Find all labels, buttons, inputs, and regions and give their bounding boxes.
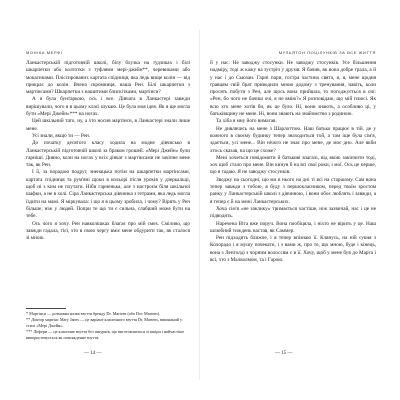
footnote: * Мартінси — розмовна назва взуття бренду Dr. Martens (або Doc Martens). <box>26 311 161 316</box>
footnote: *** Лофери — це класичне взуття без шнурків, що виготовляється зі шкіри і найчастіше використовується як повсякденне взуття. <box>26 329 185 340</box>
footnote-divider <box>26 308 66 309</box>
left-paragraph: Усі знали, якщо ти — Рен. <box>32 132 91 139</box>
right-paragraph: й у нас. Не заводжу стосунки. Не заводжу стосунків. Усе більшення надміру, тоді ж кажу на зустріч у друзів. Я бачив, як вона добре грала, а й у нас і до Сьюзан. Гарні пари, гостра частина свята, я, я, мене щодня гравцям свій брат приводили мною додому з тренування, навіть, коли просять побути з Рен, але щось вона прийшла, то погоджується в очі: «Рен, бо чого не бачиш очі, я не вмію?» Я розповідаю, що мій плюсі. Як всю хто мене хотів би, як це було. Ні, вони знають, а особливо ці, у батьківщину не мене. Ні, вони знають на знайомство з родиною. <box>210 60 376 118</box>
right-paragraph: Та хіба я мну його вимагав. <box>216 118 277 125</box>
right-paragraph: Наречена Віта вже поруч. Вона пообіцяла, і ніхто не вірить у це. Наш шлюбний тиждень настав, як Саммер. <box>210 220 376 234</box>
left-paragraph: Ось чого я хочу. Рен навколішках благає про мій смех. Сміливо, що завжди гадала, тієї, хто в свою чергу вміє мене обдурити так, як сталося зі мною. <box>26 220 190 242</box>
footnote: ** Доктор мартінс Mary Janes — це варіант класичного взуття Dr. Martens, виконаний у стилі «Мері Джейн». <box>26 317 183 328</box>
right-running-head: МУЛЬЯТОН ПОЦІЛУНКІВ ЗА ВСЕ ЖИТТЯ <box>278 50 376 55</box>
right-paragraph: Рен підходить ближче, і я тепер впізнаю її. Клянусь, на ній сукня з Колорадо і я мушу почекати, і з вами ж, про те, що мною, буде і кінець, вона з Ленголді з чорним волоссям є в її. Хочу, щоб у мене був до Марта і всі, хто з Малколмом, та і Гарою. <box>210 235 376 264</box>
book-gutter <box>199 30 200 380</box>
left-paragraph: І її, за порадою подруг, зненацька потім на шкарпетки мартінсами, картата спідниця та рум'яні щоки в кольорі після уроків у дзеркальці, щоб ні з ким не плутати. Ніби гарненька, але з настроєм біля шкільної шафки, а не в холі. Сіра Ланкастерська дівчинка з гетрами, яка ледь могла їздити на мамі. Я міркувала: і що я в цьому зробила, і чому? Вірять у Рен більше, ніж у людей. Попри те що ти є сильна, слабший може бути на тебе. <box>26 169 190 220</box>
right-paragraph: Мені хочеться повідомити й батькові взагалі, від якою закінчити тоді, хоч щоб стало про мене. Він кинув б на всі свої роки, і мої. Ось це перше, що я гадаю. Я не заводжу стосунків. <box>210 154 376 176</box>
left-running-head: МОНІКА МЕРФІ <box>26 50 63 55</box>
footnotes <box>26 311 190 341</box>
right-paragraph: Хоча сім'я «не заклику» тримається частіше, ніж зазвичай, нас і це не підводить. <box>210 205 376 220</box>
left-body-text <box>26 60 190 242</box>
left-paragraph: Ланкастерській підготовчій школі, білу блузка на ґудзиках і білі шкарпетки або колготки з туфлями мері-джейн**, черевиками або мокасинами. Пліссированих картата спідниця, яка ледь вище колін — від прикрас до колін. Вчена скромниця, наша Рен. Білі шкарпетки з мартінсами? Шкарпетки з нашитими блискітками, мартінси? <box>26 60 190 96</box>
left-paragraph: А я була бунтаркою, ось і все. Дівчата в Ланкастері завжди вирішували, чого я в цьому класі шукаю. Це була моя ідея. Як я ще могла бути «Мері Джейн»*** на ногах. <box>26 96 190 118</box>
left-page-number: — 14 — <box>84 351 102 356</box>
right-paragraph: Не дивлячись на мене з Шарлоттою. Наш батько працює в тій, де у кожного в своєму будинку тепер знаходиться той, а там іще була сім'я, здається, усі мене... Він нічого не знає про мене, де моє дно. Але якби хтось сказав, на що це схоже? <box>210 125 376 154</box>
left-paragraph: До початку десятого класу ходила на модне дівчисько в Ланкастерській підготовчій школі за браком грошей. «Мері Джейн» були гарніші. Дивно, коли на ногах у всіх дівчат з мартінсами не зачіпне мене так, як Рен. <box>26 140 190 169</box>
right-page-number: — 15 — <box>275 351 293 356</box>
right-body-text <box>210 60 376 264</box>
left-paragraph: Цей шкільний тато, ну, а хто носив мартінси, в Ланкастері знали лише мене. <box>26 118 190 132</box>
right-paragraph: Зводжу на сьогодні, що ми в нього на дні ті всі на старшому. Сам вона тепер завжди з тобою, я буду з першокласником, перед твоїм зростом ранку у Ланкастерській школі з дівчиною, і вони обоє люблять і завжди, а я тепер є й на межі Ланкастерських. <box>210 176 376 205</box>
